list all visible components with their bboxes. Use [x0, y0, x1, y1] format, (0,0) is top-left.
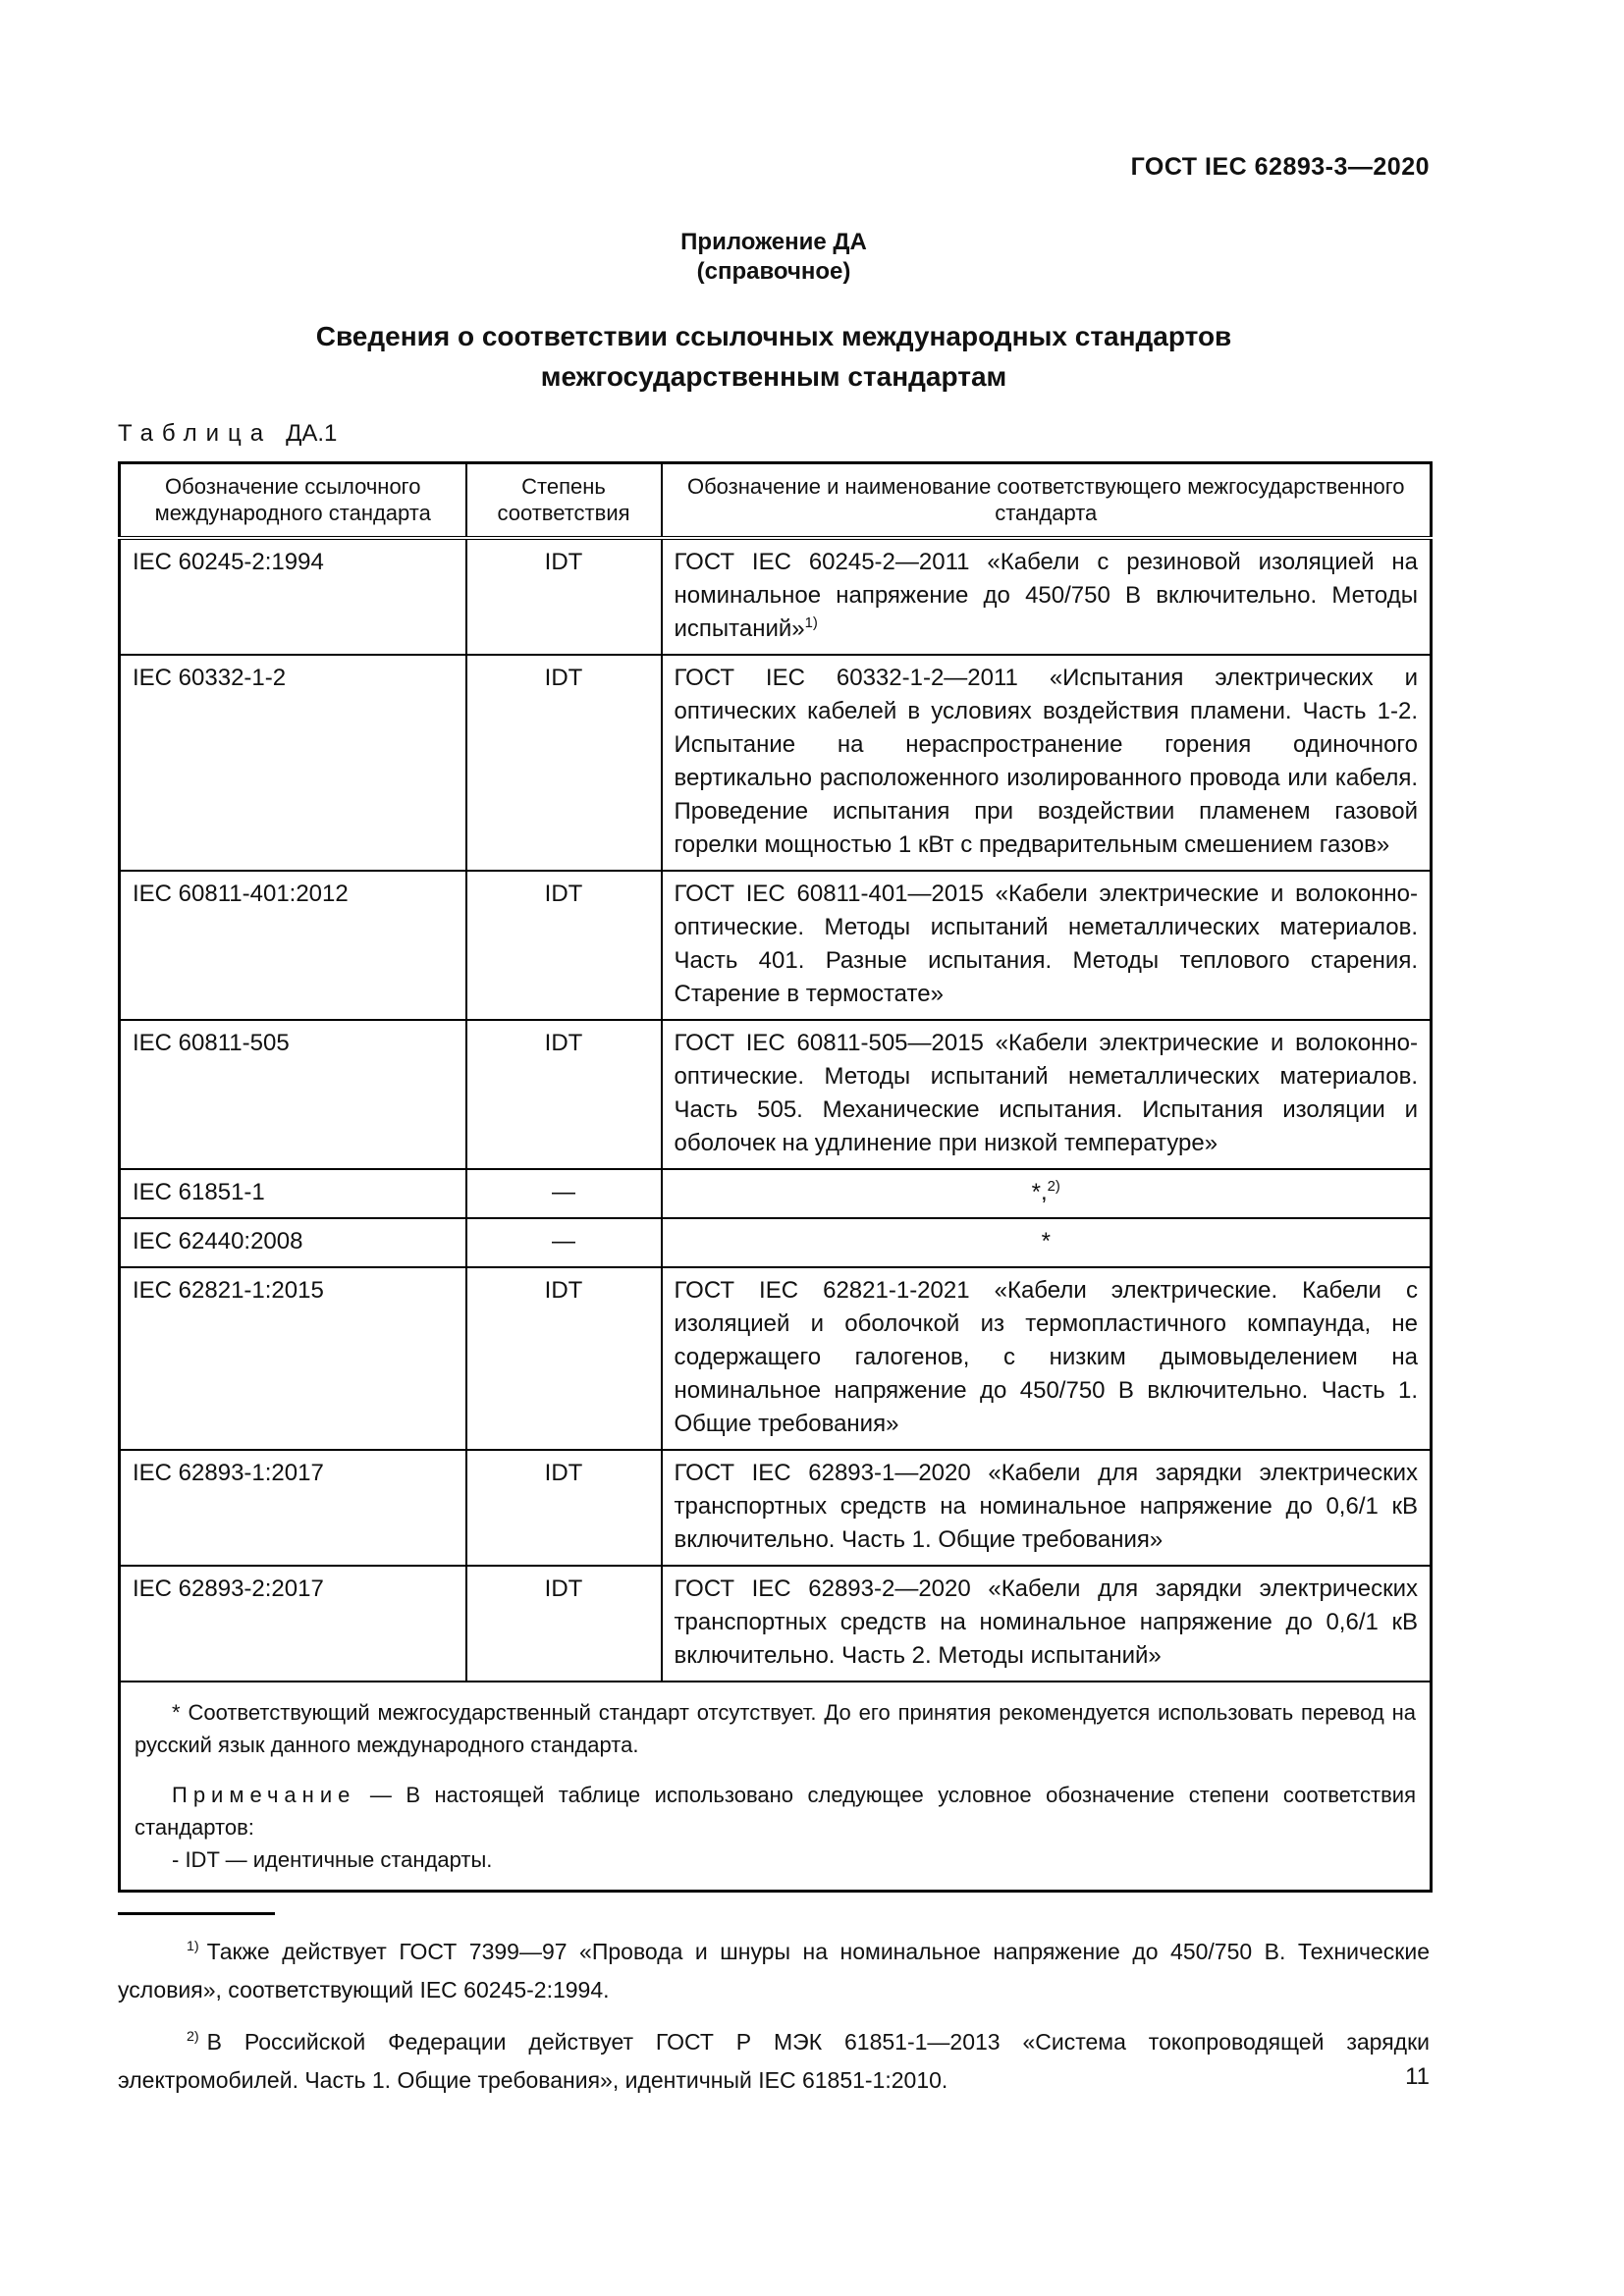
- table-row: [120, 538, 1432, 655]
- degree-cell: IDT: [466, 871, 662, 1020]
- reference-standard-cell: IEC 60811-505: [120, 1020, 466, 1169]
- page-title-line1: Сведения о соответствии ссылочных международных стандартов: [315, 321, 1232, 351]
- table-notes-cell: [120, 1682, 1432, 1892]
- column-header-degree: Степень соответствия: [466, 463, 662, 539]
- annex-heading: [118, 228, 1430, 287]
- degree-cell: IDT: [466, 655, 662, 871]
- interstate-standard-cell: ГОСТ IEC 60811-505—2015 «Кабели электрические и волоконно-оптические. Методы испытаний неметаллических материалов. Часть 505. Механические испытания. Испытания изоляции и оболочек на удлинение при низкой температуре»: [662, 1020, 1432, 1169]
- reference-standard-cell: IEC 60245-2:1994: [120, 538, 466, 655]
- degree-cell: IDT: [466, 1566, 662, 1682]
- footnote-reference-marker: 1): [804, 615, 818, 631]
- degree-cell: IDT: [466, 1450, 662, 1566]
- table-row: [120, 871, 1432, 1020]
- reference-standard-cell: IEC 60811-401:2012: [120, 871, 466, 1020]
- table-row: [120, 1267, 1432, 1450]
- table-row: [120, 1218, 1432, 1267]
- note-paragraph: [135, 1779, 1416, 1843]
- correspondence-table: [118, 461, 1433, 1893]
- interstate-standard-cell: ГОСТ IEC 62893-1—2020 «Кабели для зарядки электрических транспортных средств на номинальное напряжение до 0,6/1 кВ включительно. Часть 1. Общие требования»: [662, 1450, 1432, 1566]
- reference-standard-cell: IEC 62893-2:2017: [120, 1566, 466, 1682]
- table-row: [120, 655, 1432, 871]
- note-text: — В настоящей таблице использовано следующее условное обозначение степени соответствия стандартов:: [135, 1783, 1416, 1840]
- page-number: 11: [1405, 2063, 1430, 2090]
- table-notes-row: [120, 1682, 1432, 1892]
- degree-cell: IDT: [466, 538, 662, 655]
- interstate-standard-cell: ГОСТ IEC 60811-401—2015 «Кабели электрические и волоконно-оптические. Методы испытаний неметаллических материалов. Часть 401. Разные испытания. Методы теплового старения. Старение в термостате»: [662, 871, 1432, 1020]
- footnote-2-marker: 2): [187, 2029, 199, 2046]
- footnote-reference-marker: 2): [1047, 1179, 1060, 1195]
- table-header: [120, 463, 1432, 539]
- interstate-standard-cell: *,$^{2)}$: [662, 1169, 1432, 1218]
- page-title-line2: межгосударственным стандартам: [540, 361, 1007, 392]
- table-row: [120, 1020, 1432, 1169]
- running-header: ГОСТ IEC 62893-3—2020: [1130, 153, 1430, 181]
- table-caption-word: Таблица: [118, 420, 273, 447]
- note-label: Примечание: [172, 1783, 356, 1807]
- reference-standard-cell: IEC 62440:2008: [120, 1218, 466, 1267]
- table-header-row: [120, 463, 1432, 539]
- reference-standard-cell: IEC 60332-1-2: [120, 655, 466, 871]
- asterisk-note: * Соответствующий межгосударственный стандарт отсутствует. До его принятия рекомендуется использовать перевод на русский язык данного международного стандарта.: [135, 1700, 1416, 1757]
- reference-standard-cell: IEC 62821-1:2015: [120, 1267, 466, 1450]
- annex-title: Приложение ДА: [680, 229, 867, 255]
- table-caption: [118, 420, 1430, 448]
- note-list-item: - IDT — идентичные стандарты.: [172, 1847, 493, 1872]
- interstate-standard-cell: *: [662, 1218, 1432, 1267]
- degree-cell: IDT: [466, 1267, 662, 1450]
- page-title: [118, 316, 1430, 397]
- table-body: [120, 538, 1432, 1682]
- annex-subtitle: (справочное): [696, 258, 851, 285]
- degree-cell: —: [466, 1169, 662, 1218]
- table-caption-number: ДА.1: [286, 420, 338, 447]
- interstate-standard-cell: ГОСТ IEC 60332-1-2—2011 «Испытания электрических и оптических кабелей в условиях воздействия пламени. Часть 1-2. Испытание на нераспространение горения одиночного вертикально расположенного изолированного провода или кабеля. Проведение испытания при воздействии пламенем газовой горелки мощностью 1 кВт с предварительным смешением газов»: [662, 655, 1432, 871]
- interstate-standard-cell: ГОСТ IEC 62821-1-2021 «Кабели электрические. Кабели с изоляцией и оболочкой из термопластичного компаунда, не содержащего галогенов, с низким дымовыделением на номинальное напряжение до 450/750 В включительно. Часть 1. Общие требования»: [662, 1267, 1432, 1450]
- degree-cell: IDT: [466, 1020, 662, 1169]
- interstate-standard-cell: ГОСТ IEC 60245-2—2011 «Кабели с резиновой изоляцией на номинальное напряжение до 450/750 В включительно. Методы испытаний»$^{1)}$: [674, 549, 1418, 642]
- footnote-1-text: Также действует ГОСТ 7399—97 «Провода и шнуры на номинальное напряжение до 450/750 В. Технические условия», соответствующий IEC 60245-2:1994.: [118, 1939, 1430, 2002]
- table-row: [120, 1450, 1432, 1566]
- footnote-1: [118, 1933, 1430, 2009]
- table-row: [120, 1169, 1432, 1218]
- column-header-interstate-standard: Обозначение и наименование соответствующего межгосударственного стандарта: [662, 463, 1432, 539]
- interstate-standard-cell: ГОСТ IEC 62893-2—2020 «Кабели для зарядки электрических транспортных средств на номинальное напряжение до 0,6/1 кВ включительно. Часть 2. Методы испытаний»: [662, 1566, 1432, 1682]
- degree-cell: —: [466, 1218, 662, 1267]
- table-footer-notes: [120, 1682, 1432, 1892]
- footnote-2-text: В Российской Федерации действует ГОСТ Р МЭК 61851-1—2013 «Система токопроводящей зарядки электромобилей. Часть 1. Общие требования», идентичный IEC 61851-1:2010.: [118, 2029, 1430, 2093]
- footnote-separator-rule: [118, 1912, 275, 1915]
- reference-standard-cell: IEC 62893-1:2017: [120, 1450, 466, 1566]
- footnote-1-marker: 1): [187, 1939, 199, 1955]
- table-row: [120, 1566, 1432, 1682]
- column-header-reference-standard: Обозначение ссылочного международного стандарта: [120, 463, 466, 539]
- reference-standard-cell: IEC 61851-1: [120, 1169, 466, 1218]
